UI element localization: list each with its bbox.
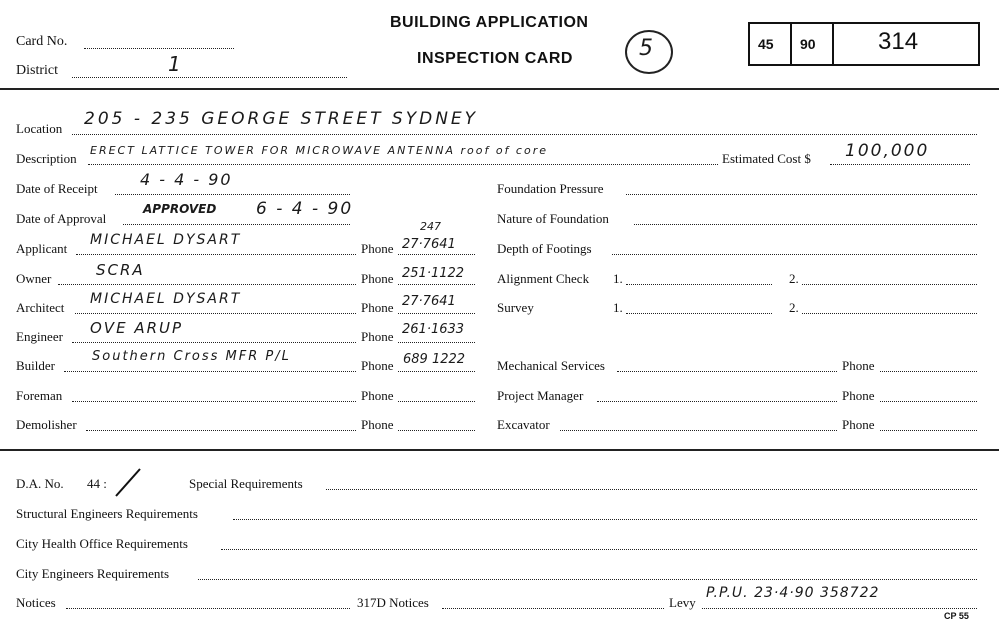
builder-phone-label: Phone	[361, 358, 394, 373]
city-engineers-label: City Engineers Requirements	[16, 566, 170, 581]
architect-phone-value: 27·7641	[402, 294, 456, 309]
alignment-check-label: Alignment Check	[497, 271, 590, 286]
owner-phone-field[interactable]	[398, 284, 475, 285]
foreman-label: Foreman	[16, 388, 63, 403]
date-of-receipt-label: Date of Receipt	[16, 181, 98, 196]
structural-engineers-field[interactable]	[233, 519, 977, 520]
notices-label: Notices	[16, 595, 56, 610]
project-manager-phone-field[interactable]	[880, 401, 977, 402]
date-of-receipt-value: 4 - 4 - 90	[140, 170, 233, 189]
engineer-phone-value: 261·1633	[402, 322, 465, 337]
location-label: Location	[16, 121, 63, 136]
approved-stamp: APPROVED	[143, 202, 217, 216]
demolisher-field[interactable]	[86, 430, 356, 431]
reference-box	[748, 22, 980, 66]
box-divider	[790, 24, 792, 64]
circled-number: 5	[639, 36, 653, 61]
special-requirements-field[interactable]	[326, 489, 977, 490]
card-title-line1: BUILDING APPLICATION	[390, 14, 589, 31]
alignment-check-field-1[interactable]	[626, 284, 772, 285]
applicant-field[interactable]	[76, 254, 356, 255]
description-field[interactable]	[88, 164, 718, 165]
foreman-phone-field[interactable]	[398, 401, 475, 402]
foreman-phone-label: Phone	[361, 388, 394, 403]
location-field[interactable]	[72, 134, 977, 135]
excavator-field[interactable]	[560, 430, 837, 431]
mechanical-services-field[interactable]	[617, 371, 837, 372]
district-label: District	[16, 63, 58, 78]
demolisher-phone-field[interactable]	[398, 430, 475, 431]
foreman-field[interactable]	[72, 401, 356, 402]
card-no-field[interactable]	[84, 48, 234, 49]
applicant-phone-field[interactable]	[398, 254, 475, 255]
applicant-phone-label: Phone	[361, 241, 394, 256]
notices-317d-label: 317D Notices	[357, 595, 429, 610]
owner-label: Owner	[16, 271, 52, 286]
architect-phone-label: Phone	[361, 300, 394, 315]
excavator-phone-field[interactable]	[880, 430, 977, 431]
date-of-approval-field[interactable]	[123, 224, 350, 225]
levy-label: Levy	[669, 595, 696, 610]
location-value: 205 - 235 GEORGE STREET SYDNEY	[84, 109, 479, 129]
district-field[interactable]	[72, 77, 347, 78]
estimated-cost-label: Estimated Cost $	[722, 151, 811, 166]
box-divider	[832, 24, 834, 64]
structural-engineers-label: Structural Engineers Requirements	[16, 506, 198, 521]
notices-317d-field[interactable]	[442, 608, 664, 609]
survey-field-1[interactable]	[626, 313, 772, 314]
mechanical-services-phone-field[interactable]	[880, 371, 977, 372]
section-divider	[0, 449, 999, 451]
project-manager-phone-label: Phone	[842, 388, 875, 403]
alignment-check-num2: 2.	[789, 271, 799, 286]
engineer-label: Engineer	[16, 329, 63, 344]
form-code: CP 55	[944, 611, 969, 621]
date-of-receipt-field[interactable]	[115, 194, 350, 195]
district-value: 1	[168, 52, 183, 76]
special-requirements-label: Special Requirements	[189, 476, 303, 491]
estimated-cost-value: 100,000	[845, 141, 930, 161]
survey-label: Survey	[497, 300, 534, 315]
project-manager-label: Project Manager	[497, 388, 584, 403]
levy-field[interactable]	[702, 608, 977, 609]
city-health-label: City Health Office Requirements	[16, 536, 188, 551]
description-label: Description	[16, 151, 77, 166]
survey-field-2[interactable]	[802, 313, 977, 314]
box-value-2: 90	[800, 36, 816, 52]
builder-phone-value: 689 1222	[403, 352, 466, 367]
survey-num1: 1.	[613, 300, 623, 315]
da-no-prefix: 44 :	[87, 476, 107, 491]
owner-phone-value: 251·1122	[402, 266, 465, 281]
builder-value: Southern Cross MFR P/L	[92, 349, 291, 364]
engineer-value: OVE ARUP	[90, 319, 184, 337]
owner-field[interactable]	[58, 284, 356, 285]
engineer-phone-label: Phone	[361, 329, 394, 344]
card-title-line2: INSPECTION CARD	[417, 50, 573, 67]
engineer-phone-field[interactable]	[398, 342, 475, 343]
alignment-check-num1: 1.	[613, 271, 623, 286]
description-value: ERECT LATTICE TOWER FOR MICROWAVE ANTENNA roof of core	[90, 144, 548, 157]
builder-phone-field[interactable]	[398, 371, 475, 372]
architect-phone-field[interactable]	[398, 313, 475, 314]
depth-of-footings-field[interactable]	[612, 254, 977, 255]
notices-field[interactable]	[66, 608, 350, 609]
alignment-check-field-2[interactable]	[802, 284, 977, 285]
survey-num2: 2.	[789, 300, 799, 315]
date-of-approval-value: 6 - 4 - 90	[256, 199, 354, 219]
architect-field[interactable]	[75, 313, 356, 314]
nature-of-foundation-field[interactable]	[634, 224, 977, 225]
applicant-phone-value: 27·7641	[402, 237, 456, 252]
da-no-label: D.A. No.	[16, 476, 64, 491]
box-value-3: 314	[878, 28, 919, 55]
project-manager-field[interactable]	[597, 401, 837, 402]
foundation-pressure-label: Foundation Pressure	[497, 181, 604, 196]
da-no-slash	[110, 466, 144, 500]
applicant-value: MICHAEL DYSART	[90, 232, 242, 248]
estimated-cost-field[interactable]	[830, 164, 970, 165]
mechanical-services-phone-label: Phone	[842, 358, 875, 373]
architect-label: Architect	[16, 300, 65, 315]
applicant-label: Applicant	[16, 241, 68, 256]
engineer-field[interactable]	[72, 342, 356, 343]
owner-phone-label: Phone	[361, 271, 394, 286]
mechanical-services-label: Mechanical Services	[497, 358, 605, 373]
excavator-label: Excavator	[497, 417, 550, 432]
depth-of-footings-label: Depth of Footings	[497, 241, 592, 256]
foundation-pressure-field[interactable]	[626, 194, 977, 195]
applicant-phone-alt: 247	[420, 220, 441, 233]
builder-field[interactable]	[64, 371, 356, 372]
demolisher-phone-label: Phone	[361, 417, 394, 432]
architect-value: MICHAEL DYSART	[90, 291, 242, 307]
date-of-approval-label: Date of Approval	[16, 211, 107, 226]
levy-value: P.P.U. 23·4·90 358722	[706, 585, 880, 601]
demolisher-label: Demolisher	[16, 417, 77, 432]
city-health-field[interactable]	[221, 549, 977, 550]
card-no-label: Card No.	[16, 34, 68, 49]
excavator-phone-label: Phone	[842, 417, 875, 432]
box-value-1: 45	[758, 36, 774, 52]
owner-value: SCRA	[96, 261, 145, 279]
city-engineers-field[interactable]	[198, 579, 977, 580]
builder-label: Builder	[16, 358, 55, 373]
header-divider	[0, 88, 999, 90]
nature-of-foundation-label: Nature of Foundation	[497, 211, 609, 226]
